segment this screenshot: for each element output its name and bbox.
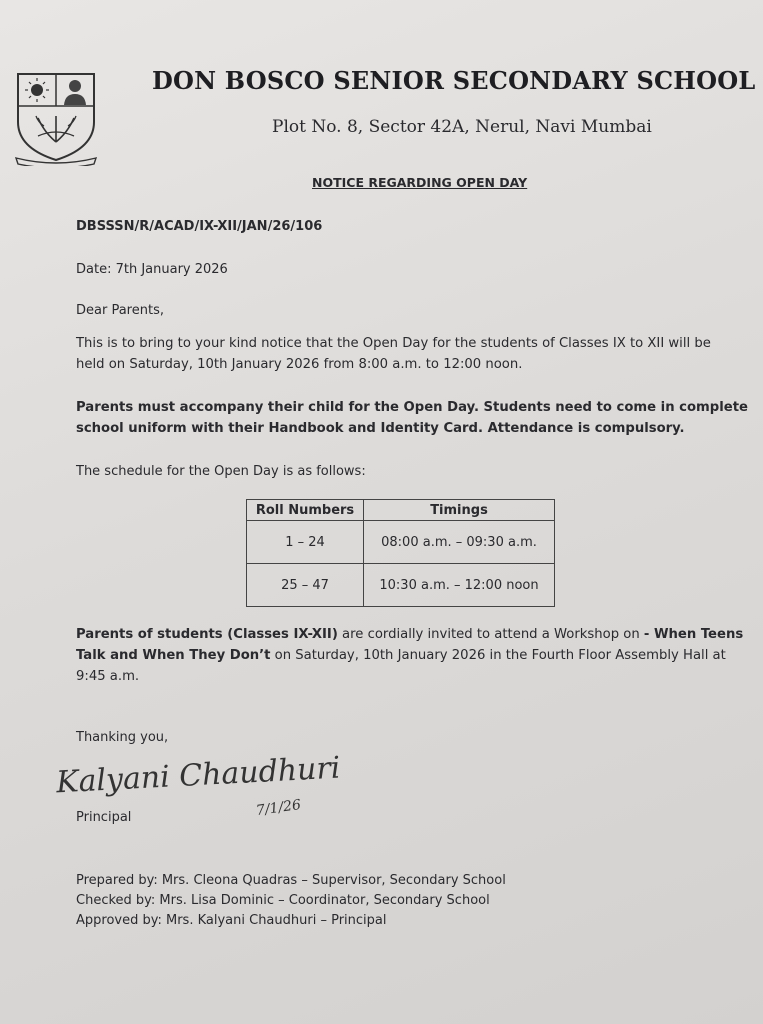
paragraph-line: This is to bring to your kind notice that the Open Day for the students of Classes IX to XII will be [76, 336, 711, 351]
table-header-row [247, 500, 555, 521]
principal-signature: Kalyani Chaudhuri [55, 750, 342, 801]
workshop-paragraph [76, 624, 743, 687]
closing-thanks: Thanking you, [76, 730, 169, 745]
checked-by: Checked by: Mrs. Lisa Dominic – Coordinator, Secondary School [76, 893, 490, 908]
roll-number-cell: 1 – 24 [247, 521, 364, 564]
workshop-title-end: Talk and When They Don’t [76, 648, 271, 663]
column-header-roll-numbers: Roll Numbers [247, 500, 364, 521]
workshop-text: on Saturday, 10th January 2026 in the Fourth Floor Assembly Hall at [270, 648, 726, 663]
approved-by: Approved by: Mrs. Kalyani Chaudhuri – Principal [76, 913, 387, 928]
signatory-designation: Principal [76, 810, 132, 825]
workshop-audience: Parents of students (Classes IX-XII) [76, 627, 338, 642]
paragraph-line: 9:45 a.m. [76, 669, 140, 684]
timing-cell: 08:00 a.m. – 09:30 a.m. [364, 521, 555, 564]
table-row [247, 564, 555, 607]
roll-number-cell: 25 – 47 [247, 564, 364, 607]
school-name: DON BOSCO SENIOR SECONDARY SCHOOL [152, 66, 756, 95]
timing-cell: 10:30 a.m. – 12:00 noon [364, 564, 555, 607]
column-header-timings: Timings [364, 500, 555, 521]
salutation: Dear Parents, [76, 303, 164, 318]
signature-date: 7/1/26 [255, 796, 302, 820]
approval-footer [76, 871, 506, 931]
schedule-table [246, 499, 555, 607]
paragraph-line: held on Saturday, 10th January 2026 from 8:00 a.m. to 12:00 noon. [76, 357, 523, 372]
school-crest-icon [14, 70, 98, 166]
prepared-by: Prepared by: Mrs. Cleona Quadras – Supervisor, Secondary School [76, 873, 506, 888]
notice-date: Date: 7th January 2026 [76, 262, 228, 277]
table-row [247, 521, 555, 564]
open-day-paragraph [76, 333, 711, 375]
reference-number: DBSSSN/R/ACAD/IX-XII/JAN/26/106 [76, 219, 323, 234]
paragraph-line [76, 624, 743, 645]
workshop-title-start: - When Teens [643, 627, 744, 642]
notice-title: NOTICE REGARDING OPEN DAY [312, 175, 528, 190]
paragraph-line: school uniform with their Handbook and Identity Card. Attendance is compulsory. [76, 421, 685, 436]
workshop-text: are cordially invited to attend a Workshop on [337, 627, 644, 642]
instructions-paragraph [76, 397, 748, 439]
paragraph-line [76, 645, 743, 666]
schedule-intro: The schedule for the Open Day is as follows: [76, 464, 366, 479]
paragraph-line: Parents must accompany their child for the Open Day. Students need to come in complete [76, 400, 748, 415]
school-address: Plot No. 8, Sector 42A, Nerul, Navi Mumbai [272, 117, 652, 137]
